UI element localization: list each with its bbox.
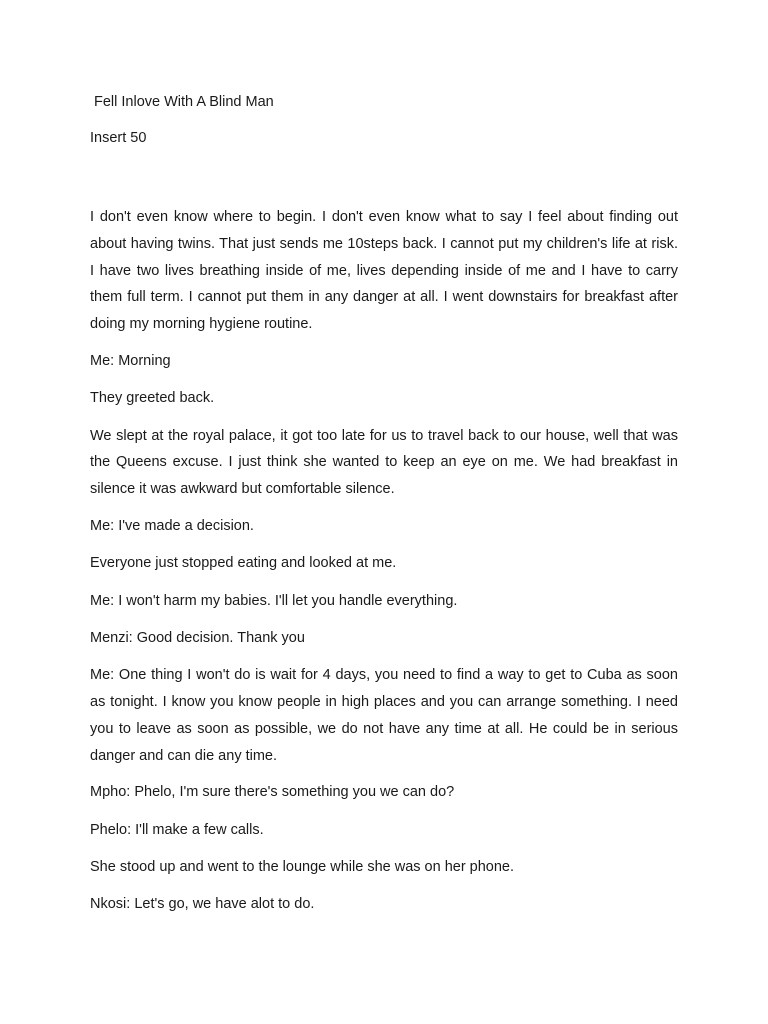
paragraph: They greeted back. <box>90 390 215 407</box>
paragraph: Everyone just stopped eating and looked at me. <box>90 555 397 572</box>
paragraph: Mpho: Phelo, I'm sure there's something you we can do? <box>90 784 455 801</box>
paragraph: I don't even know where to begin. I don't even know what to say I feel about finding out about having twins. That just sends me 10steps back. I cannot put my children's life at risk. I have two lives breathing inside of me, lives depending inside of me and I have to carry them full term. I cannot put them in any danger at all. I went downstairs for breakfast after doing my morning hygiene routine. <box>90 209 678 333</box>
paragraph: Me: One thing I won't do is wait for 4 days, you need to find a way to get to Cuba as soon as tonight. I know you know people in high places and you can arrange something. I need you to leave as soon as possible, we do not have any time at all. He could be in serious danger and can die any time. <box>90 667 678 764</box>
paragraph: She stood up and went to the lounge while she was on her phone. <box>90 858 515 875</box>
paragraph: Me: I've made a decision. <box>90 517 254 534</box>
paragraph: Nkosi: Let's go, we have alot to do. <box>90 896 315 913</box>
paragraph: We slept at the royal palace, it got too late for us to travel back to our house, well that was the Queens excuse. I just think she wanted to keep an eye on me. We had breakfast in silence it was awkward but comfortable silence. <box>90 427 678 498</box>
document-title: Fell Inlove With A Blind Man <box>94 94 274 110</box>
paragraph: Me: Morning <box>90 352 171 369</box>
paragraph: Me: I won't harm my babies. I'll let you handle everything. <box>90 592 458 609</box>
document-subtitle: Insert 50 <box>90 130 147 146</box>
document-body <box>90 92 678 929</box>
paragraph: Menzi: Good decision. Thank you <box>90 629 305 646</box>
paragraph: Phelo: I'll make a few calls. <box>90 821 264 838</box>
